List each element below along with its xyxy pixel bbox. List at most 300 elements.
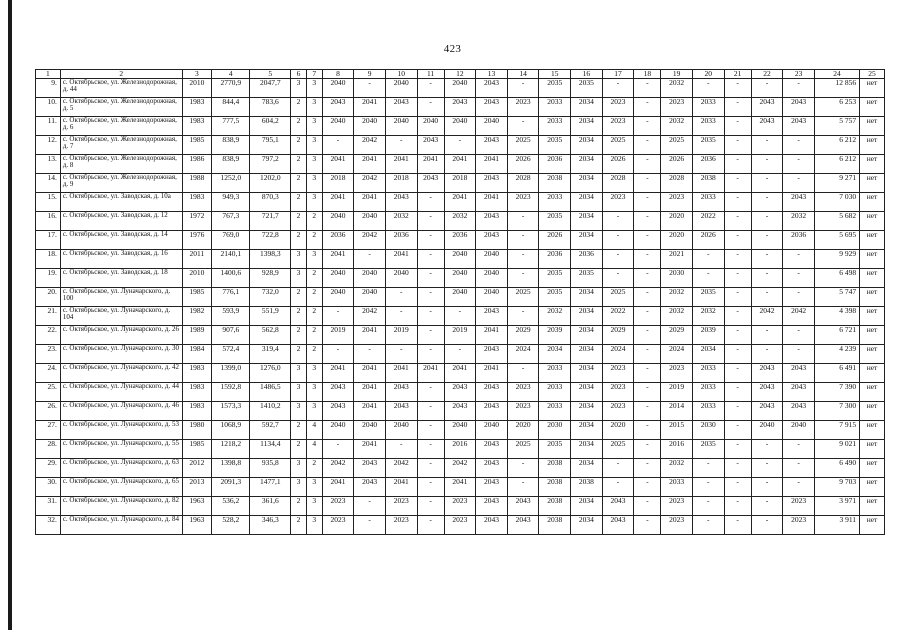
table-cell: 2040	[322, 79, 354, 98]
table-cell: -	[783, 250, 815, 269]
table-cell: 2041	[417, 155, 444, 174]
table-cell: -	[385, 345, 417, 364]
row-number-cell: 30.	[36, 478, 61, 497]
table-cell: нет	[860, 497, 885, 516]
table-cell: 2032	[692, 307, 724, 326]
table-cell: 1982	[182, 307, 211, 326]
table-cell: 2040	[322, 421, 354, 440]
table-cell: 2040	[322, 269, 354, 288]
table-cell: 2041	[322, 155, 354, 174]
table-cell: 7 390	[814, 383, 859, 402]
table-cell: -	[783, 478, 815, 497]
column-number-18: 18	[634, 70, 661, 79]
address-cell: с. Октябрьское, ул. Луначарского, д. 53	[60, 421, 182, 440]
table-cell: нет	[860, 231, 885, 250]
table-cell: 2034	[571, 516, 603, 535]
table-cell: 2033	[539, 402, 571, 421]
table-cell: 2040	[476, 288, 508, 307]
table-cell: -	[417, 478, 444, 497]
table-cell: 2026	[692, 231, 724, 250]
table-cell: 2041	[354, 440, 386, 459]
table-cell: 2038	[571, 478, 603, 497]
table-cell: -	[692, 79, 724, 98]
table-cell: -	[354, 497, 386, 516]
table-cell: 2024	[602, 345, 634, 364]
column-number-21: 21	[724, 70, 751, 79]
row-number-cell: 19.	[36, 269, 61, 288]
row-number-cell: 14.	[36, 174, 61, 193]
table-cell: -	[751, 212, 783, 231]
table-cell: -	[444, 307, 476, 326]
table-cell: 3	[306, 364, 322, 383]
table-cell: 2040	[322, 117, 354, 136]
table-cell: -	[724, 288, 751, 307]
table-cell: 3	[306, 98, 322, 117]
table-cell: 592,7	[250, 421, 291, 440]
table-cell: нет	[860, 345, 885, 364]
table-cell: 3	[291, 79, 307, 98]
table-cell: 2032	[661, 459, 693, 478]
table-cell: 2041	[444, 364, 476, 383]
table-cell: 2035	[571, 79, 603, 98]
table-cell: -	[385, 288, 417, 307]
row-number-cell: 23.	[36, 345, 61, 364]
table-cell: 732,0	[250, 288, 291, 307]
table-cell: 2	[291, 497, 307, 516]
table-cell: 2034	[571, 212, 603, 231]
table-cell: 2034	[571, 440, 603, 459]
table-cell: -	[602, 79, 634, 98]
table-cell: -	[724, 421, 751, 440]
column-number-15: 15	[539, 70, 571, 79]
table-cell: 1486,5	[250, 383, 291, 402]
table-cell: -	[634, 269, 661, 288]
table-cell: 346,3	[250, 516, 291, 535]
table-cell: 3	[306, 174, 322, 193]
table-cell: -	[634, 326, 661, 345]
table-cell: -	[354, 516, 386, 535]
table-cell: 3	[291, 383, 307, 402]
table-cell: -	[724, 497, 751, 516]
table-cell: 2019	[661, 383, 693, 402]
table-cell: -	[322, 307, 354, 326]
table-cell: 3	[306, 193, 322, 212]
table-cell: 3 911	[814, 516, 859, 535]
row-number-cell: 27.	[36, 421, 61, 440]
table-cell: 2029	[661, 326, 693, 345]
table-cell: -	[417, 497, 444, 516]
table-cell: 2040	[354, 269, 386, 288]
table-cell: 2040	[751, 421, 783, 440]
address-cell: с. Октябрьское, ул. Луначарского, д. 63	[60, 459, 182, 478]
table-cell: -	[751, 516, 783, 535]
table-cell: -	[724, 516, 751, 535]
table-cell: 2040	[385, 421, 417, 440]
table-cell: 2042	[354, 136, 386, 155]
table-cell: 2040	[354, 421, 386, 440]
table-cell: 2	[291, 440, 307, 459]
table-cell: 2040	[322, 212, 354, 231]
table-cell: 2018	[385, 174, 417, 193]
table-cell: 795,1	[250, 136, 291, 155]
table-cell: 767,3	[212, 212, 250, 231]
table-cell: 2010	[182, 269, 211, 288]
table-cell: 2043	[476, 497, 508, 516]
table-cell: 2040	[354, 288, 386, 307]
table-cell: 1983	[182, 98, 211, 117]
table-cell: 2023	[507, 402, 539, 421]
table-cell: 2	[306, 212, 322, 231]
table-cell: 2038	[539, 478, 571, 497]
table-cell: -	[634, 117, 661, 136]
table-cell: -	[724, 250, 751, 269]
table-cell: -	[751, 269, 783, 288]
table-cell: 2036	[783, 231, 815, 250]
table-cell: 2041	[444, 193, 476, 212]
table-cell: 2034	[571, 383, 603, 402]
table-cell: 1276,0	[250, 364, 291, 383]
table-cell: 1985	[182, 136, 211, 155]
column-number-10: 10	[385, 70, 417, 79]
table-cell: 2	[291, 345, 307, 364]
table-cell: 3	[306, 136, 322, 155]
table-cell: 776,1	[212, 288, 250, 307]
table-cell: 2035	[539, 269, 571, 288]
table-cell: 1983	[182, 402, 211, 421]
row-number-cell: 10.	[36, 98, 61, 117]
table-body	[36, 79, 885, 535]
table-cell: 2026	[661, 155, 693, 174]
address-cell: с. Октябрьское, ул. Железнодорожная, д. 6	[60, 117, 182, 136]
table-cell: -	[692, 497, 724, 516]
row-number-cell: 22.	[36, 326, 61, 345]
table-cell: 2042	[354, 307, 386, 326]
table-cell: 1983	[182, 383, 211, 402]
table-cell: 2035	[692, 440, 724, 459]
table-cell: 2019	[444, 326, 476, 345]
table-cell: 2010	[182, 79, 211, 98]
table-cell: -	[783, 174, 815, 193]
table-cell: 1980	[182, 421, 211, 440]
table-cell: нет	[860, 136, 885, 155]
table-cell: 2023	[602, 98, 634, 117]
table-cell: -	[634, 193, 661, 212]
table-cell: 2042	[354, 174, 386, 193]
row-number-cell: 26.	[36, 402, 61, 421]
table-cell: 2020	[507, 421, 539, 440]
table-cell: 2034	[571, 459, 603, 478]
address-cell: с. Октябрьское, ул. Луначарского, д. 100	[60, 288, 182, 307]
table-cell: 1983	[182, 364, 211, 383]
table-cell: 949,3	[212, 193, 250, 212]
table-cell: 2040	[476, 250, 508, 269]
table-cell: -	[751, 440, 783, 459]
table-cell: -	[634, 231, 661, 250]
table-cell: 2023	[783, 516, 815, 535]
table-cell: -	[417, 326, 444, 345]
table-cell: -	[634, 516, 661, 535]
table-cell: 928,9	[250, 269, 291, 288]
table-cell: 2	[306, 288, 322, 307]
table-cell: 3	[291, 478, 307, 497]
table-cell: 2043	[476, 174, 508, 193]
table-row	[36, 478, 885, 497]
table-cell: 2043	[385, 402, 417, 421]
column-number-8: 8	[322, 70, 354, 79]
table-cell: 1134,4	[250, 440, 291, 459]
address-cell: с. Октябрьское, ул. Заводская, д. 18	[60, 269, 182, 288]
column-number-19: 19	[661, 70, 693, 79]
table-cell: -	[507, 231, 539, 250]
table-cell: нет	[860, 98, 885, 117]
table-cell: 2041	[354, 402, 386, 421]
table-cell: 2018	[322, 174, 354, 193]
table-cell: -	[724, 231, 751, 250]
table-cell: 2040	[322, 288, 354, 307]
row-number-cell: 16.	[36, 212, 61, 231]
table-cell: 3	[291, 459, 307, 478]
table-cell: 3	[306, 516, 322, 535]
table-cell: -	[724, 402, 751, 421]
table-cell: 2016	[661, 440, 693, 459]
table-cell: 2040	[476, 421, 508, 440]
table-cell: -	[783, 345, 815, 364]
table-cell: -	[634, 345, 661, 364]
table-cell: -	[602, 212, 634, 231]
table-cell: -	[417, 440, 444, 459]
table-cell: -	[751, 193, 783, 212]
table-row	[36, 174, 885, 193]
table-cell: 2043	[385, 98, 417, 117]
address-cell: с. Октябрьское, ул. Луначарского, д. 26	[60, 326, 182, 345]
table-cell: 3	[306, 250, 322, 269]
table-cell: 2032	[661, 307, 693, 326]
table-cell: 2770,9	[212, 79, 250, 98]
table-cell: -	[507, 79, 539, 98]
table-cell: 2023	[661, 364, 693, 383]
table-cell: 1988	[182, 174, 211, 193]
table-cell: -	[724, 79, 751, 98]
table-cell: 2040	[385, 79, 417, 98]
table-cell: 1972	[182, 212, 211, 231]
table-cell: -	[783, 155, 815, 174]
table-cell: -	[634, 98, 661, 117]
table-cell: 1398,3	[250, 250, 291, 269]
table-cell: 2033	[692, 364, 724, 383]
table-cell: 2041	[444, 478, 476, 497]
table-cell: -	[724, 174, 751, 193]
address-cell: с. Октябрьское, ул. Луначарского, д. 44	[60, 383, 182, 402]
table-cell: 2034	[571, 345, 603, 364]
table-cell: 1976	[182, 231, 211, 250]
table-cell: -	[634, 174, 661, 193]
table-cell: 2043	[476, 459, 508, 478]
table-cell: 2023	[661, 193, 693, 212]
table-cell: 2034	[571, 155, 603, 174]
column-number-17: 17	[602, 70, 634, 79]
table-cell: 572,4	[212, 345, 250, 364]
table-cell: 2023	[661, 497, 693, 516]
table-cell: нет	[860, 269, 885, 288]
table-cell: 2029	[507, 326, 539, 345]
address-cell: с. Октябрьское, ул. Железнодорожная, д. 7	[60, 136, 182, 155]
address-cell: с. Октябрьское, ул. Луначарского, д. 84	[60, 516, 182, 535]
column-number-row	[36, 70, 885, 79]
address-cell: с. Октябрьское, ул. Луначарского, д. 55	[60, 440, 182, 459]
table-cell: нет	[860, 174, 885, 193]
table-cell: 2036	[539, 250, 571, 269]
table-cell: 2028	[507, 174, 539, 193]
table-cell: 2035	[539, 212, 571, 231]
table-cell: -	[724, 307, 751, 326]
table-cell: 3	[291, 269, 307, 288]
table-cell: 2038	[539, 516, 571, 535]
table-cell: 2040	[444, 269, 476, 288]
table-cell: 2033	[692, 117, 724, 136]
table-cell: нет	[860, 193, 885, 212]
table-cell: -	[602, 231, 634, 250]
table-cell: -	[444, 136, 476, 155]
table-cell: 2043	[476, 440, 508, 459]
table-cell: 1400,6	[212, 269, 250, 288]
row-number-cell: 11.	[36, 117, 61, 136]
table-cell: 2032	[661, 288, 693, 307]
table-cell: 2026	[507, 155, 539, 174]
table-row	[36, 307, 885, 326]
table-cell: 777,5	[212, 117, 250, 136]
table-cell: -	[724, 478, 751, 497]
table-cell: -	[783, 288, 815, 307]
column-number-23: 23	[783, 70, 815, 79]
address-cell: с. Октябрьское, ул. Железнодорожная, д. 5	[60, 98, 182, 117]
table-row	[36, 516, 885, 535]
table-cell: 2023	[602, 402, 634, 421]
table-cell: 2032	[385, 212, 417, 231]
row-number-cell: 32.	[36, 516, 61, 535]
table-cell: 2	[291, 307, 307, 326]
table-cell: -	[507, 117, 539, 136]
table-cell: 2041	[385, 364, 417, 383]
table-cell: 2043	[444, 98, 476, 117]
table-cell: 2023	[602, 364, 634, 383]
table-cell: 2038	[539, 459, 571, 478]
table-cell: 1989	[182, 326, 211, 345]
table-cell: 2040	[444, 79, 476, 98]
table-cell: -	[417, 288, 444, 307]
table-cell: 6 498	[814, 269, 859, 288]
address-cell: с. Октябрьское, ул. Заводская, д. 10а	[60, 193, 182, 212]
table-cell: 2034	[571, 117, 603, 136]
table-cell: 2034	[571, 402, 603, 421]
table-cell: 1068,9	[212, 421, 250, 440]
table-cell: 2043	[476, 98, 508, 117]
table-cell: 2047,7	[250, 79, 291, 98]
column-number-25: 25	[860, 70, 885, 79]
table-cell: 2043	[602, 497, 634, 516]
table-cell: 6 490	[814, 459, 859, 478]
table-cell: 1984	[182, 345, 211, 364]
table-cell: 2036	[444, 231, 476, 250]
table-cell: 2	[291, 117, 307, 136]
table-cell: 2040	[476, 269, 508, 288]
column-number-13: 13	[476, 70, 508, 79]
table-cell: нет	[860, 155, 885, 174]
table-cell: 2023	[661, 98, 693, 117]
table-cell: 2043	[751, 383, 783, 402]
table-cell: 2033	[539, 364, 571, 383]
table-cell: -	[751, 231, 783, 250]
address-cell: с. Октябрьское, ул. Заводская, д. 14	[60, 231, 182, 250]
table-cell: -	[417, 79, 444, 98]
table-cell: -	[417, 421, 444, 440]
table-cell: 3	[306, 383, 322, 402]
table-cell: -	[724, 440, 751, 459]
table-cell: -	[751, 497, 783, 516]
table-cell: 2043	[476, 231, 508, 250]
table-cell: -	[634, 478, 661, 497]
table-cell: -	[751, 174, 783, 193]
table-cell: -	[507, 269, 539, 288]
table-cell: 2040	[444, 421, 476, 440]
table-cell: 2038	[539, 497, 571, 516]
table-cell: 2043	[751, 98, 783, 117]
table-row	[36, 440, 885, 459]
table-cell: 9 271	[814, 174, 859, 193]
table-cell: 2030	[539, 421, 571, 440]
table-cell: 2043	[751, 117, 783, 136]
table-cell: 2140,1	[212, 250, 250, 269]
table-cell: -	[602, 478, 634, 497]
table-cell: 2024	[507, 345, 539, 364]
table-cell: -	[634, 497, 661, 516]
housing-registry-table	[35, 69, 885, 535]
table-cell: 2043	[783, 117, 815, 136]
table-cell: -	[724, 269, 751, 288]
table-cell: 593,9	[212, 307, 250, 326]
table-cell: -	[692, 459, 724, 478]
address-cell: с. Октябрьское, ул. Луначарского, д. 30	[60, 345, 182, 364]
table-cell: 2026	[602, 155, 634, 174]
column-number-5: 5	[250, 70, 291, 79]
table-cell: 2	[306, 326, 322, 345]
table-cell: -	[783, 459, 815, 478]
table-cell: 2041	[322, 364, 354, 383]
table-row	[36, 326, 885, 345]
address-cell: с. Октябрьское, ул. Железнодорожная, д. 8	[60, 155, 182, 174]
table-cell: 9 703	[814, 478, 859, 497]
table-cell: 2042	[783, 307, 815, 326]
table-cell: 2020	[602, 421, 634, 440]
table-cell: -	[751, 326, 783, 345]
row-number-cell: 31.	[36, 497, 61, 516]
table-cell: 2034	[571, 231, 603, 250]
table-cell: 2	[291, 516, 307, 535]
table-row	[36, 136, 885, 155]
table-cell: 2035	[539, 79, 571, 98]
table-cell: 7 030	[814, 193, 859, 212]
table-cell: -	[507, 250, 539, 269]
table-cell: -	[783, 326, 815, 345]
table-cell: 2	[306, 269, 322, 288]
table-cell: -	[634, 307, 661, 326]
table-cell: 2043	[476, 383, 508, 402]
table-cell: 5 682	[814, 212, 859, 231]
table-cell: 2041	[322, 250, 354, 269]
column-number-12: 12	[444, 70, 476, 79]
table-cell: 2034	[692, 345, 724, 364]
table-cell: 2018	[444, 174, 476, 193]
table-cell: -	[385, 440, 417, 459]
